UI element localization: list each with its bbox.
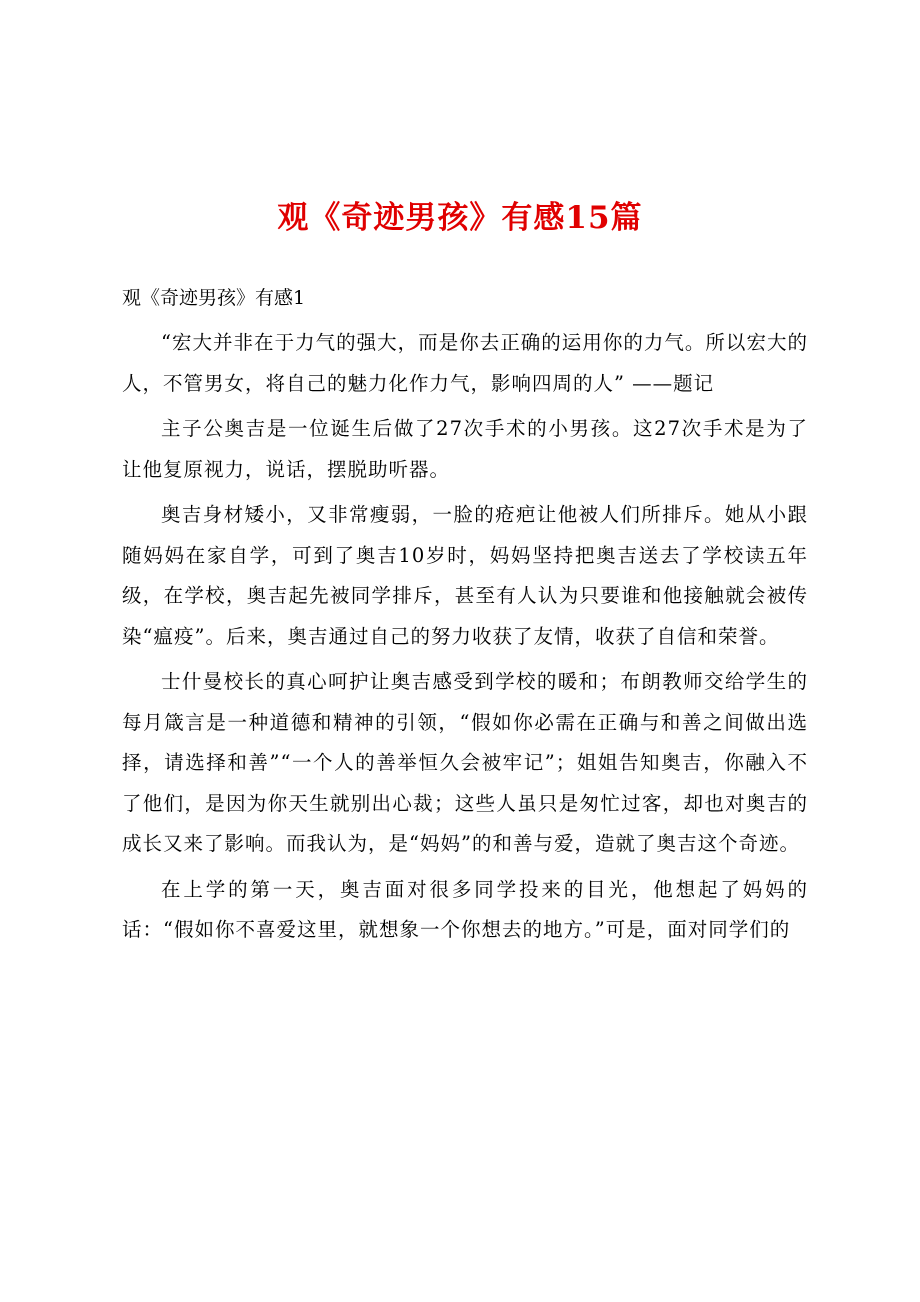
paragraph: 在上学的第一天，奥吉面对很多同学投来的目光，他想起了妈妈的话：“假如你不喜爱这里，就想象一个你想去的地方。”可是，面对同学们的 [122,877,808,941]
paragraph: 士什曼校长的真心呵护让奥吉感受到学校的暖和；布朗教师交给学生的每月箴言是一种道德和精神的引领，“假如你必需在正确与和善之间做出选择，请选择和善”“一个人的善举恒久会被牢记”；姐姐告知奥吉，你融入不了他们，是因为你天生就别出心裁；这些人虽只是匆忙过客，却也对奥吉的成长又来了影响。而我认为，是“妈妈”的和善与爱，造就了奥吉这个奇迹。 [122,670,808,855]
paragraph: 奥吉身材矮小，又非常瘦弱，一脸的疮疤让他被人们所排斥。她从小跟随妈妈在家自学，可到了奥吉10岁时，妈妈坚持把奥吉送去了学校读五年级，在学校，奥吉起先被同学排斥，甚至有人认为只要谁和他接触就会被传染“瘟疫”。后来，奥吉通过自己的努力收获了友情，收获了自信和荣誉。 [122,503,808,648]
paragraph: “宏大并非在于力气的强大，而是你去正确的运用你的力气。所以宏大的人，不管男女，将自己的魅力化作力气，影响四周的人” ——题记 [122,331,808,395]
document-body [122,323,808,956]
document-title: 观《奇迹男孩》有感15篇 [277,200,643,236]
paragraph: 主子公奥吉是一位诞生后做了27次手术的小男孩。这27次手术是为了让他复原视力，说话，摆脱助听器。 [122,417,808,481]
section-heading: 观《奇迹男孩》有感1 [122,287,306,309]
